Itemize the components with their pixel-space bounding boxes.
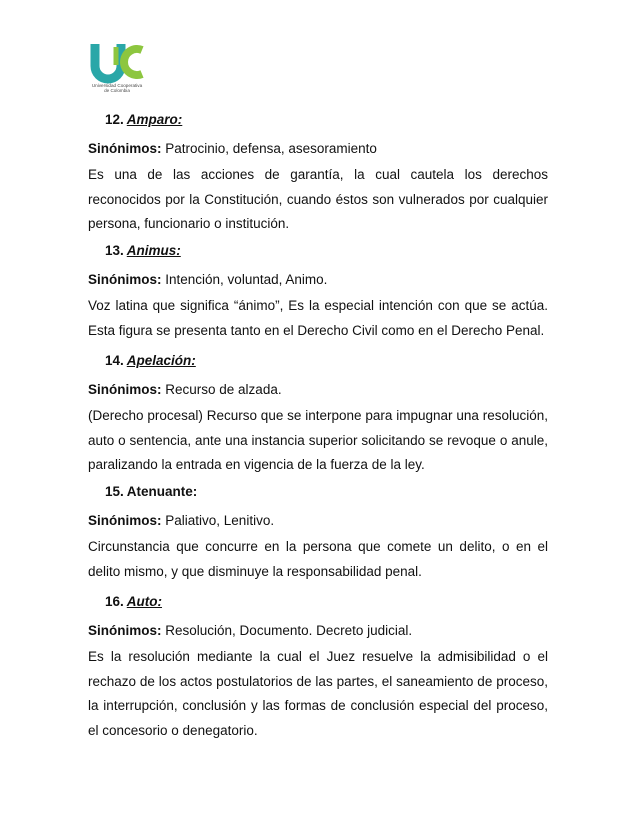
entry-number: 14.: [105, 353, 124, 368]
entry-term: Auto:: [126, 594, 163, 609]
entry-term: Atenuante:: [126, 484, 198, 499]
synonyms-label: Sinónimos:: [88, 272, 162, 287]
synonyms-line: [88, 506, 548, 535]
entry-number: 16.: [105, 594, 124, 609]
synonyms-line: [88, 265, 548, 294]
synonyms-text: Recurso de alzada.: [165, 382, 282, 397]
logo-caption: [86, 83, 148, 94]
entry-term: Apelación:: [126, 353, 196, 368]
synonyms-text: Intención, voluntad, Animo.: [165, 272, 328, 287]
synonyms-label: Sinónimos:: [88, 382, 162, 397]
entry-number: 12.: [105, 112, 124, 127]
synonyms-text: Patrocinio, defensa, asesoramiento: [165, 141, 377, 156]
entry-heading: [88, 588, 548, 616]
synonyms-text: Resolución, Documento. Decreto judicial.: [165, 623, 413, 638]
entry-term: Amparo:: [126, 112, 183, 127]
logo-line-1: Universidad Cooperativa: [91, 83, 143, 88]
entry-definition: Circunstancia que concurre en la persona que comete un delito, o en el delito mismo, y que disminuye la responsabilidad penal.: [88, 539, 548, 579]
entry-definition: Voz latina que significa “ánimo”, Es la especial intención con que se actúa. Esta figura se presenta tanto en el Derecho Civil como en el Derecho Penal.: [88, 298, 548, 338]
synonyms-line: [88, 616, 548, 645]
entry-heading: [88, 478, 548, 506]
entry-number: 15.: [105, 484, 124, 499]
synonyms-label: Sinónimos:: [88, 513, 162, 528]
synonyms-label: Sinónimos:: [88, 623, 162, 638]
entry-heading: [88, 237, 548, 265]
synonyms-label: Sinónimos:: [88, 141, 162, 156]
entry-definition: Es una de las acciones de garantía, la cual cautela los derechos reconocidos por la Constitución, cuando éstos son vulnerados por cualquier persona, funcionario o institución.: [88, 167, 548, 231]
entry-heading: [88, 347, 548, 375]
ucc-logo-icon: [86, 40, 148, 84]
entry-heading: [88, 106, 548, 134]
entry-definition: (Derecho procesal) Recurso que se interpone para impugnar una resolución, auto o sentencia, ante una instancia superior solicitando se revoque o anule, paralizando la entrada en vigencia de la fuerza de la ley.: [88, 408, 548, 472]
entry-number: 13.: [105, 243, 124, 258]
document-body: [88, 106, 548, 743]
synonyms-line: [88, 375, 548, 404]
synonyms-line: [88, 134, 548, 163]
entry-term: Animus:: [126, 243, 181, 258]
synonyms-text: Paliativo, Lenitivo.: [165, 513, 275, 528]
entry-definition: Es la resolución mediante la cual el Juez resuelve la admisibilidad o el rechazo de los actos postulatorios de las partes, el saneamiento de proceso, la interrupción, conclusión y las formas de conclusión especial del proceso, el concesorio o denegatorio.: [88, 649, 548, 738]
logo-line-2: de Colombia: [104, 88, 130, 94]
